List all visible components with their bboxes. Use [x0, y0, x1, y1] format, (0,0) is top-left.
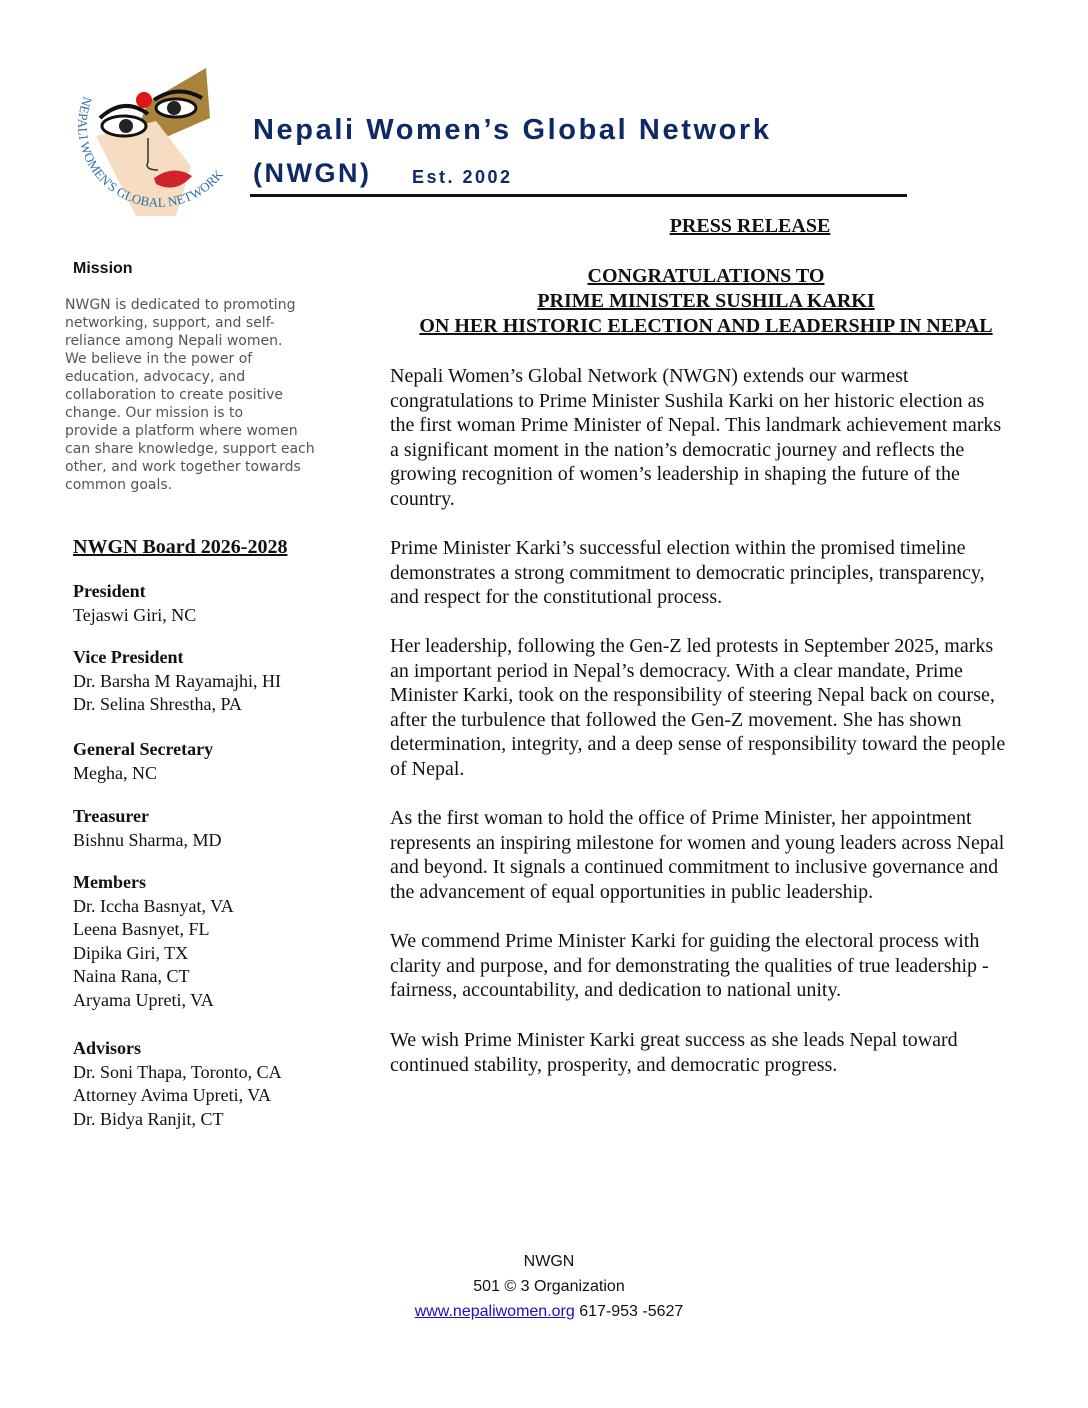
board-member: Leena Basnyet, FL [73, 919, 210, 939]
body-line: demonstrates a strong commitment to democratic principles, transparency, [390, 561, 985, 584]
phone-number: 617-953 -5627 [579, 1303, 684, 1320]
body-line: We wish Prime Minister Karki great success as she leads Nepal toward [390, 1029, 958, 1051]
body-line: Her leadership, following the Gen-Z led protests in September 2025, marks [390, 635, 994, 657]
body-line: Minister Karki, took on the responsibility of steering Nepal back on course, [390, 684, 995, 706]
board-role-title: Members [73, 872, 146, 892]
board-role-title: Treasurer [73, 806, 149, 826]
header-divider [250, 194, 907, 197]
body-paragraph [390, 634, 1005, 781]
body-line: As the first woman to hold the office of Prime Minister, her appointment [390, 807, 972, 829]
body-line: after the turbulence that followed the Gen-Z movement. She has shown [390, 708, 962, 731]
body-line: a significant moment in the nation’s democratic journey and reflects the [390, 438, 965, 461]
mission-line: reliance among Nepali women. [65, 333, 283, 349]
body-line: and respect for the constitutional process. [390, 586, 723, 608]
mission-line: other, and work together towards [65, 459, 301, 475]
body-line: continued stability, prosperity, and democratic progress. [390, 1053, 838, 1076]
org-name: Nepali Women’s Global Network [253, 114, 772, 146]
body-paragraph [390, 929, 989, 1003]
nwgn-logo [66, 66, 246, 231]
press-release-label: PRESS RELEASE [669, 215, 831, 237]
mission-line: education, advocacy, and [65, 369, 246, 385]
board-group [73, 580, 196, 627]
body-line: the first woman Prime Minister of Nepal. This landmark achievement marks [390, 414, 1002, 436]
board-member: Dr. Selina Shrestha, PA [73, 694, 242, 714]
body-line: Nepali Women’s Global Network (NWGN) extends our warmest [390, 365, 909, 387]
mission-line: can share knowledge, support each [65, 441, 315, 457]
headline-line: ON HER HISTORIC ELECTION AND LEADERSHIP IN NEPAL [419, 315, 993, 337]
body-line: congratulations to Prime Minister Sushila Karki on her historic election as [390, 389, 985, 412]
mission-line: networking, support, and self- [65, 315, 275, 331]
body-line: clarity and purpose, and for demonstrating the qualities of true leadership - [390, 954, 989, 977]
body-line: determination, integrity, and a deep sense of responsibility toward the people [390, 733, 1006, 755]
body-line: of Nepal. [390, 757, 465, 780]
body-line: We commend Prime Minister Karki for guiding the electoral process with [390, 930, 980, 952]
board-role-title: Advisors [73, 1038, 142, 1058]
headline-line: CONGRATULATIONS TO [587, 265, 825, 287]
board-member: Aryama Upreti, VA [73, 989, 214, 1010]
board-group [73, 805, 222, 852]
mission-line: provide a platform where women [65, 423, 298, 439]
board-title: NWGN Board 2026-2028 [73, 536, 288, 558]
mission-line: common goals. [65, 477, 173, 493]
board-member: Attorney Avima Upreti, VA [73, 1085, 271, 1105]
body-line: growing recognition of women’s leadership in shaping the future of the [390, 463, 960, 485]
established-year: Est. 2002 [412, 167, 513, 187]
footer-org: NWGN [523, 1253, 575, 1270]
board-member: Dr. Iccha Basnyat, VA [73, 895, 234, 916]
body-line: fairness, accountability, and dedication to national unity. [390, 979, 842, 1001]
board-group [73, 871, 234, 1012]
board-member: Dr. Barsha M Rayamajhi, HI [73, 670, 281, 691]
body-line: the advancement of equal opportunities in public leadership. [390, 880, 874, 903]
mission-line: collaboration to create positive [65, 387, 283, 403]
website-link[interactable]: www.nepaliwomen.org [414, 1303, 575, 1320]
board-member: Naina Rana, CT [73, 966, 190, 986]
board-group [73, 1037, 282, 1131]
body-line: Prime Minister Karki’s successful election within the promised timeline [390, 537, 966, 559]
board-role-title: General Secretary [73, 739, 214, 759]
body-line: represents an inspiring milestone for women and young leaders across Nepal [390, 831, 1005, 854]
board-role-title: Vice President [73, 647, 184, 667]
board-group [73, 646, 281, 717]
board-member: Dr. Soni Thapa, Toronto, CA [73, 1061, 282, 1082]
body-line: and beyond. It signals a continued commitment to inclusive governance and [390, 856, 999, 878]
mission-line: NWGN is dedicated to promoting [65, 297, 296, 313]
board-member: Bishnu Sharma, MD [73, 829, 222, 850]
logo-ring-text: NEPALI WOMEN'S GLOBAL NETWORK [75, 94, 227, 210]
board-role-title: President [73, 581, 146, 601]
body-paragraph [390, 1028, 958, 1077]
footer-status: 501 © 3 Organization [473, 1278, 625, 1295]
body-line: an important period in Nepal’s democracy. With a clear mandate, Prime [390, 659, 963, 682]
footer [344, 1249, 754, 1324]
board-member: Megha, NC [73, 762, 157, 783]
board-member: Dr. Bidya Ranjit, CT [73, 1108, 224, 1129]
org-abbrev: (NWGN) [253, 158, 372, 188]
mission-line: We believe in the power of [65, 351, 253, 367]
body-paragraph [390, 536, 985, 610]
body-paragraph [390, 364, 1001, 511]
mission-title: Mission [73, 260, 133, 277]
body-line: country. [390, 487, 455, 510]
body-paragraph [390, 806, 1004, 904]
mission-line: change. Our mission is to [65, 405, 244, 421]
headline-line: PRIME MINISTER SUSHILA KARKI [537, 290, 875, 312]
mission-text [65, 296, 315, 494]
board-group [73, 738, 213, 785]
board-member: Tejaswi Giri, NC [73, 604, 197, 625]
board-member: Dipika Giri, TX [73, 942, 189, 963]
